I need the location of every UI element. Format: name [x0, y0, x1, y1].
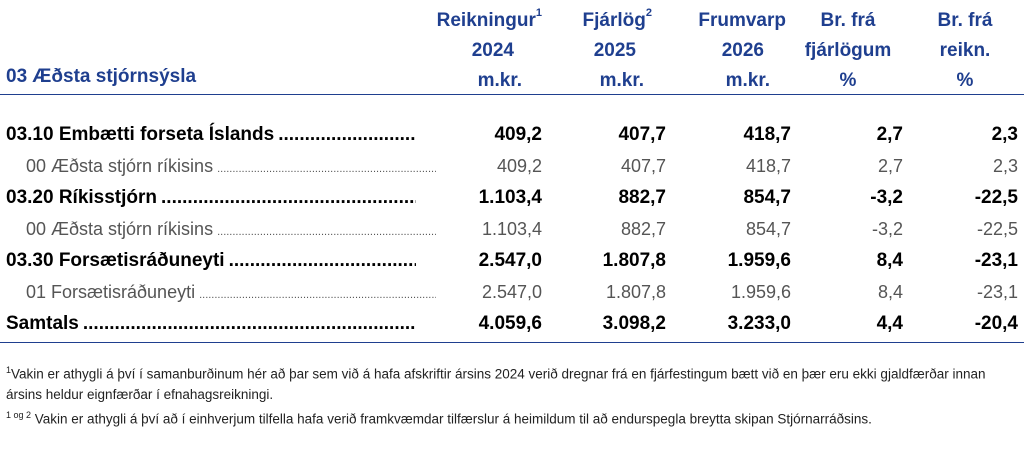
header-line1: Fjárlög — [582, 10, 646, 31]
value-cell: -3,2 — [871, 218, 903, 239]
value-cell: 1.959,6 — [727, 249, 791, 271]
row-label: 03.30 Forsætisráðuneyti — [6, 249, 225, 271]
row-label: 03.10 Embætti forseta Íslands — [6, 123, 275, 145]
footnote-text: Vakin er athygli á því að í einhverjum tilfella hafa verið framkvæmdar tilfærslur á heimildum til að endurspegla breytta skipan Stjórnarráðsins. — [31, 411, 872, 426]
header-line1: Reikningur — [436, 10, 536, 31]
header-line2: 2026 — [721, 40, 764, 61]
header-line3: m.kr. — [477, 70, 522, 91]
value-cell: 1.807,8 — [602, 249, 666, 271]
table-row — [0, 308, 1018, 340]
value-cell: 854,7 — [745, 218, 791, 239]
value-cell: 2.547,0 — [481, 281, 542, 302]
header-line2: 2025 — [593, 40, 636, 61]
leader-dots — [199, 282, 436, 303]
table-row — [0, 214, 1018, 246]
value-cell: 4.059,6 — [478, 312, 542, 334]
header-line3: % — [956, 70, 974, 91]
value-cell: 1.959,6 — [730, 281, 791, 302]
value-cell: 854,7 — [743, 186, 791, 208]
header-line3: m.kr. — [725, 70, 770, 91]
table-row — [0, 119, 1018, 151]
value-cell: 2,7 — [877, 155, 903, 176]
row-label-cell — [0, 308, 436, 340]
footnote — [6, 405, 1016, 430]
value-cell: 409,2 — [494, 123, 542, 145]
table-row — [0, 151, 1018, 183]
leader-dots — [217, 219, 436, 240]
value-cell: 418,7 — [743, 123, 791, 145]
header-rule — [0, 94, 1024, 95]
value-cell: 3.233,0 — [727, 312, 791, 334]
value-cell: 418,7 — [745, 155, 791, 176]
leader-dots — [278, 124, 416, 146]
value-cell: -22,5 — [976, 218, 1018, 239]
leader-dots — [229, 250, 416, 272]
row-label: Samtals — [6, 312, 79, 334]
table-row — [0, 277, 1018, 309]
value-cell: 2,3 — [992, 155, 1018, 176]
header-line2: reikn. — [939, 40, 991, 61]
header-line3: m.kr. — [599, 70, 644, 91]
value-cell: 407,7 — [618, 123, 666, 145]
value-cell: 409,2 — [496, 155, 542, 176]
leader-dots — [161, 187, 416, 209]
table-row — [0, 182, 1018, 214]
value-cell: 3.098,2 — [602, 312, 666, 334]
column-header-reikningur — [418, 6, 542, 96]
header-line2: 2024 — [471, 40, 514, 61]
value-cell: 407,7 — [620, 155, 666, 176]
row-label-cell — [0, 151, 436, 183]
value-cell: 2,3 — [991, 123, 1018, 145]
value-cell: 4,4 — [876, 312, 903, 334]
value-cell: -20,4 — [974, 312, 1018, 334]
table-row — [0, 245, 1018, 277]
value-cell: 2,7 — [876, 123, 903, 145]
value-cell: -23,1 — [974, 249, 1018, 271]
value-cell: 1.103,4 — [481, 218, 542, 239]
header-line1: Br. frá — [820, 10, 876, 31]
row-label-cell — [0, 277, 436, 309]
footnote-mark: 1 og 2 — [6, 409, 32, 420]
footnotes — [6, 360, 1016, 429]
column-header-br-reikn — [912, 6, 1018, 96]
column-header-fjarlog — [552, 6, 652, 96]
footnote-mark: 2 — [645, 7, 652, 19]
footnote-mark: 1 — [535, 7, 542, 19]
value-cell: 8,4 — [877, 281, 903, 302]
value-cell: 882,7 — [620, 218, 666, 239]
column-header-br-fjarlogum — [792, 6, 904, 96]
column-header-frumvarp — [676, 6, 786, 96]
section-label: 03 Æðsta stjórnsýsla — [6, 66, 197, 87]
value-cell: 8,4 — [876, 249, 903, 271]
header-line1: Br. frá — [937, 10, 993, 31]
footnote-mark: 1 — [6, 365, 12, 375]
value-cell: 2.547,0 — [478, 249, 542, 271]
budget-table — [0, 119, 1018, 340]
header-line2: fjárlögum — [804, 40, 892, 61]
leader-dots — [217, 156, 436, 177]
value-cell: -22,5 — [974, 186, 1018, 208]
footnote — [6, 360, 1016, 405]
value-cell: -3,2 — [870, 186, 903, 208]
row-label: 01 Forsætisráðuneyti — [26, 281, 196, 302]
row-label-cell — [0, 214, 436, 246]
leader-dots — [83, 313, 416, 335]
header-line1: Frumvarp — [698, 10, 786, 31]
row-label: 00 Æðsta stjórn ríkisins — [26, 155, 214, 176]
row-label: 03.20 Ríkisstjórn — [6, 186, 158, 208]
row-label-cell — [0, 245, 436, 277]
value-cell: 1.103,4 — [478, 186, 542, 208]
row-label-cell — [0, 182, 436, 214]
row-label: 00 Æðsta stjórn ríkisins — [26, 218, 214, 239]
footnote-text: Vakin er athygli á því í samanburðinum hér að þar sem við á hafa afskriftir ársins 2024 verið dregnar frá en fjárfestingum bætt við en þær eru ekki gjaldfærðar innan ársins heldur eignfærðar í efnahagsreikningi. — [6, 366, 986, 402]
header-line3: % — [839, 70, 857, 91]
row-label-cell — [0, 119, 436, 151]
footer-rule — [0, 342, 1024, 343]
value-cell: 882,7 — [618, 186, 666, 208]
value-cell: -23,1 — [976, 281, 1018, 302]
value-cell: 1.807,8 — [605, 281, 666, 302]
